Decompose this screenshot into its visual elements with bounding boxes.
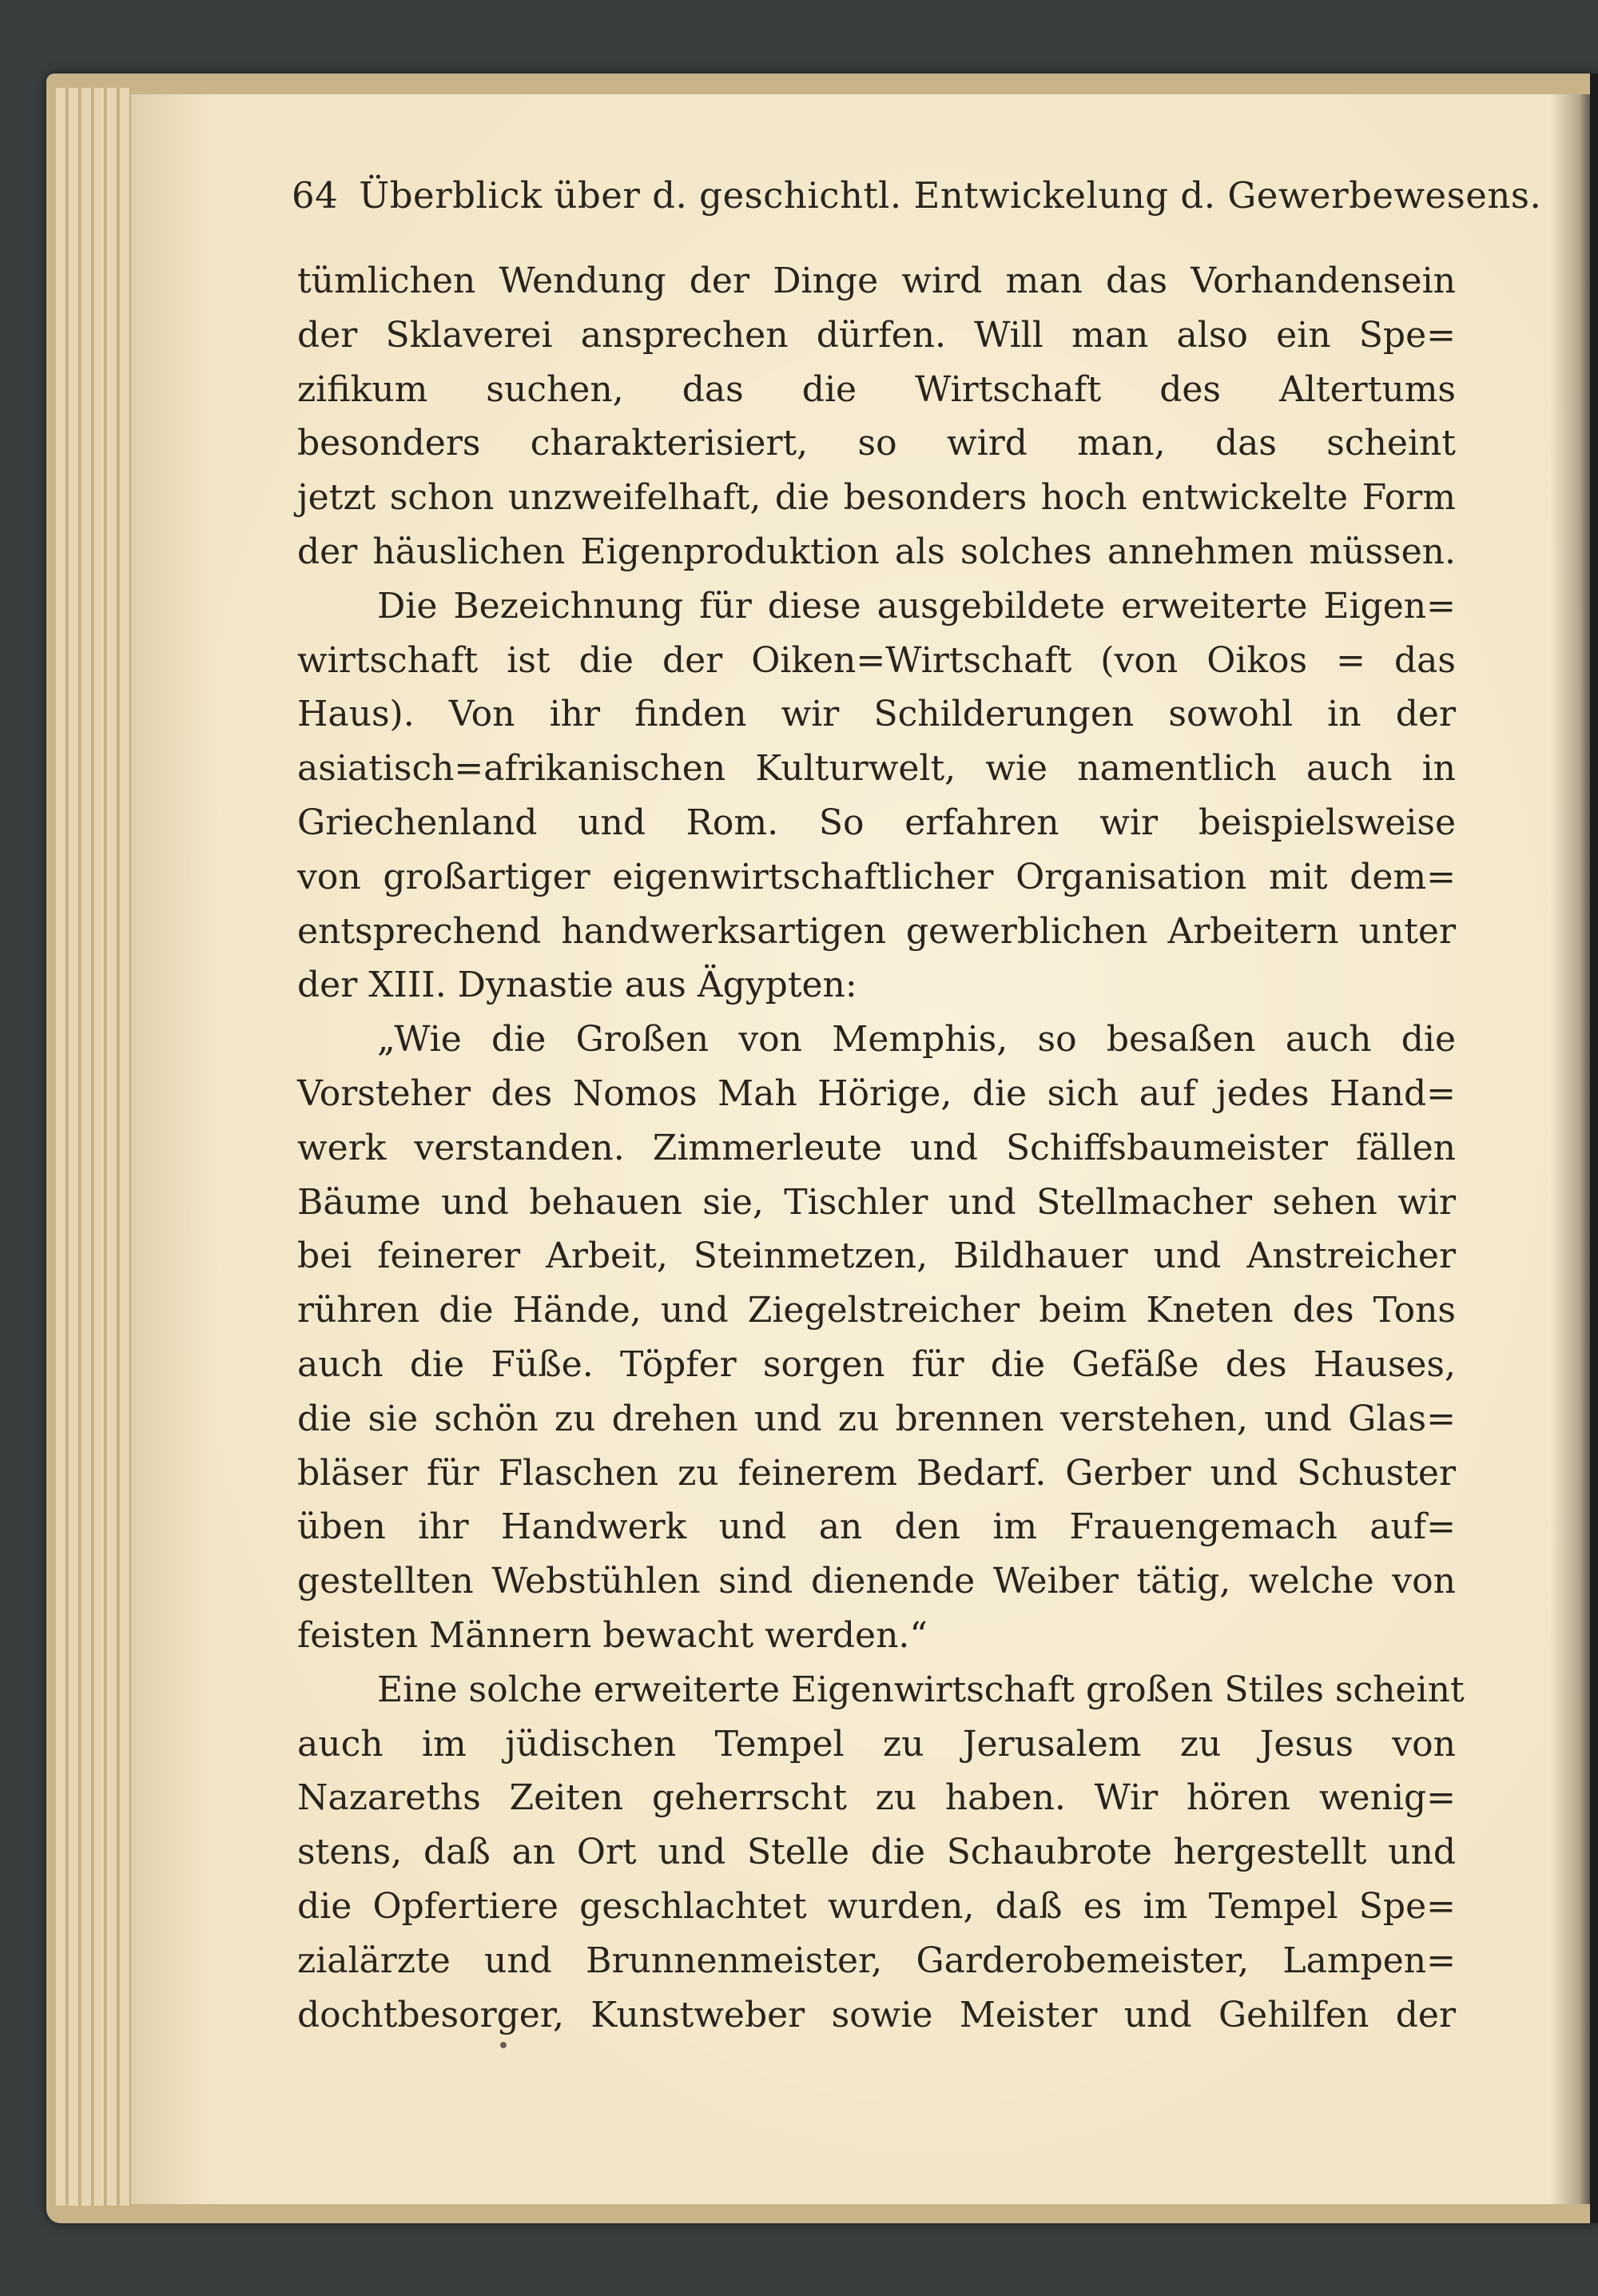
text-line: die Opfertiere geschlachtet wurden, daß es im Tempel Spe=: [297, 1885, 1456, 1927]
text-line: dochtbesorger, Kunstweber sowie Meister und Gehilfen der: [297, 1994, 1456, 2035]
quote-line: Bäume und behauen sie, Tischler und Stellmacher sehen wir: [297, 1181, 1456, 1223]
quote-line: rühren die Hände, und Ziegelstreicher beim Kneten des Tons: [297, 1290, 1456, 1331]
dark-binding-edge: [1590, 74, 1598, 2223]
text-line: von großartiger eigenwirtschaftlicher Organisation mit dem=: [297, 856, 1456, 897]
text-line: stens, daß an Ort und Stelle die Schaubrote hergestellt und: [297, 1832, 1456, 1873]
text-line: wirtschaft ist die der Oiken=Wirtschaft (von Oikos = das: [297, 639, 1456, 681]
text-line: besonders charakterisiert, so wird man, das scheint: [297, 423, 1456, 464]
quote-line: werk verstanden. Zimmerleute und Schiffsbaumeister fällen: [297, 1127, 1456, 1168]
text-line: zialärzte und Brunnenmeister, Garderobemeister, Lampen=: [297, 1940, 1456, 1981]
text-line: der XIII. Dynastie aus Ägypten:: [297, 965, 857, 1006]
paper-speck: [500, 2042, 507, 2048]
text-line: Eine solche erweiterte Eigenwirtschaft großen Stiles scheint: [377, 1669, 1465, 1710]
text-line: tümlichen Wendung der Dinge wird man das Vorhandensein: [297, 261, 1456, 301]
text-line: Die Bezeichnung für diese ausgebildete erweiterte Eigen=: [377, 585, 1456, 627]
text-line: der häuslichen Eigenproduktion als solches annehmen müssen.: [297, 531, 1456, 572]
body-text: [297, 254, 1465, 2042]
page-stack-edge: [69, 88, 79, 2206]
quote-line: „Wie die Großen von Memphis, so besaßen auch die: [377, 1019, 1456, 1060]
page-stack-edge: [56, 88, 66, 2206]
text-line: der Sklaverei ansprechen dürfen. Will man also ein Spe=: [297, 314, 1456, 356]
text-line: Nazareths Zeiten geherrscht zu haben. Wir hören wenig=: [297, 1777, 1456, 1819]
text-line: jetzt schon unzweifelhaft, die besonders hoch entwickelte Form: [297, 477, 1456, 519]
text-line: asiatisch=afrikanischen Kulturwelt, wie namentlich auch in: [297, 748, 1456, 790]
quote-line: die sie schön zu drehen und zu brennen verstehen, und Glas=: [297, 1398, 1456, 1439]
quote-line: Vorsteher des Nomos Mah Hörige, die sich auf jedes Hand=: [297, 1072, 1456, 1114]
text-line: Haus). Von ihr finden wir Schilderungen sowohl in der: [297, 694, 1456, 735]
quote-line: feisten Männern bewacht werden.“: [297, 1614, 928, 1656]
quote-line: bläser für Flaschen zu feinerem Bedarf. Gerber und Schuster: [297, 1452, 1456, 1494]
page-stack-edge: [81, 88, 92, 2206]
page-number: 64: [292, 174, 339, 217]
text-line: Griechenland und Rom. So erfahren wir beispielsweise: [297, 802, 1456, 843]
running-head: [292, 174, 1542, 217]
quote-line: gestellten Webstühlen sind dienende Weiber tätig, welche von: [297, 1561, 1456, 1602]
page-stack-edge: [120, 88, 130, 2206]
running-head-title: Überblick über d. geschichtl. Entwickelung d. Gewerbewesens.: [359, 174, 1542, 217]
page-stack-edge: [107, 88, 117, 2206]
page-stack-edge: [94, 88, 105, 2206]
text-line: entsprechend handwerksartigen gewerblichen Arbeitern unter: [297, 910, 1456, 952]
quote-line: bei feinerer Arbeit, Steinmetzen, Bildhauer und Anstreicher: [297, 1236, 1456, 1277]
quote-line: auch die Füße. Töpfer sorgen für die Gefäße des Hauses,: [297, 1343, 1456, 1385]
text-line: zifikum suchen, das die Wirtschaft des Altertums: [297, 368, 1456, 410]
quote-line: üben ihr Handwerk und an den im Frauengemach auf=: [297, 1506, 1456, 1548]
text-line: auch im jüdischen Tempel zu Jerusalem zu Jesus von: [297, 1723, 1456, 1765]
